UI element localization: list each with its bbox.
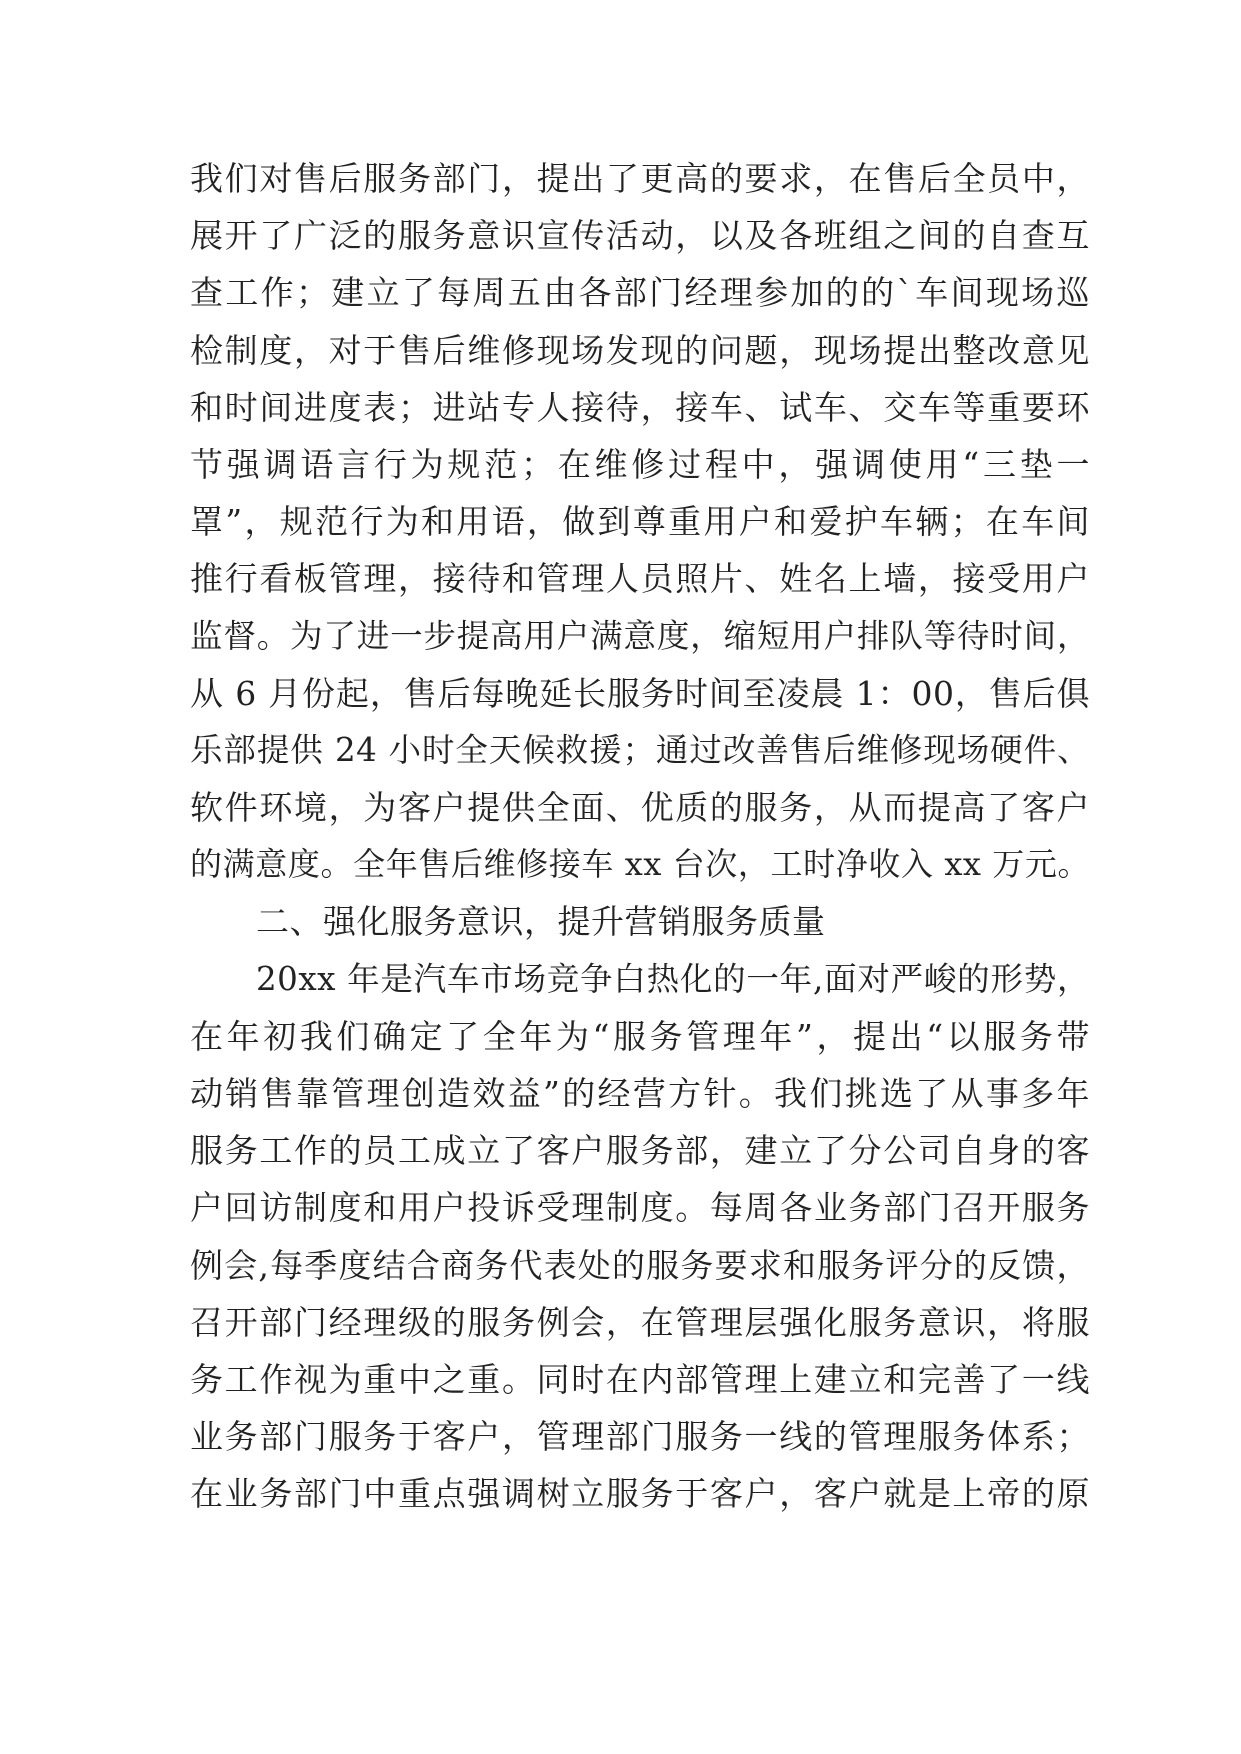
text-line: 例会,每季度结合商务代表处的服务要求和服务评分的反馈， <box>190 1245 1090 1285</box>
text-line: 业务部门服务于客户，管理部门服务一线的管理服务体系； <box>190 1417 1090 1457</box>
text-line: 的满意度。全年售后维修接车 xx 台次，工时净收入 xx 万元。 <box>190 845 1090 884</box>
section-heading: 二、强化服务意识，提升营销服务质量 <box>256 902 826 942</box>
text-line: 户回访制度和用户投诉受理制度。每周各业务部门召开服务 <box>190 1188 1090 1228</box>
text-line: 我们对售后服务部门，提出了更高的要求，在售后全员中， <box>190 159 1090 198</box>
text-line: 推行看板管理，接待和管理人员照片、姓名上墙，接受用户 <box>190 559 1090 599</box>
text-line: 召开部门经理级的服务例会，在管理层强化服务意识，将服 <box>190 1302 1090 1342</box>
text-line: 务工作视为重中之重。同时在内部管理上建立和完善了一线 <box>190 1359 1090 1399</box>
text-line: 在业务部门中重点强调树立服务于客户，客户就是上帝的原 <box>190 1474 1090 1514</box>
text-line: 和时间进度表；进站专人接待，接车、试车、交车等重要环 <box>190 387 1090 427</box>
text-line: 罩”，规范行为和用语，做到尊重用户和爱护车辆；在车间 <box>190 502 1090 542</box>
text-line: 从 6 月份起，售后每晚延长服务时间至凌晨 1：00，售后俱 <box>190 673 1090 713</box>
text-line: 节强调语言行为规范；在维修过程中，强调使用“三垫一 <box>190 444 1090 484</box>
text-line: 乐部提供 24 小时全天候救援；通过改善售后维修现场硬件、 <box>190 730 1090 769</box>
text-line: 查工作；建立了每周五由各部门经理参加的的`车间现场巡 <box>190 273 1090 313</box>
text-line: 服务工作的员工成立了客户服务部，建立了分公司自身的客 <box>190 1131 1090 1171</box>
text-line: 监督。为了进一步提高用户满意度，缩短用户排队等待时间， <box>190 616 1090 655</box>
text-line: 20xx 年是汽车市场竞争白热化的一年,面对严峻的形势， <box>256 959 1090 998</box>
text-line: 展开了广泛的服务意识宣传活动，以及各班组之间的自查互 <box>190 216 1090 256</box>
text-line: 软件环境，为客户提供全面、优质的服务，从而提高了客户 <box>190 788 1090 828</box>
text-line: 动销售靠管理创造效益”的经营方针。我们挑选了从事多年 <box>190 1074 1090 1113</box>
text-line: 检制度，对于售后维修现场发现的问题，现场提出整改意见 <box>190 330 1090 370</box>
text-line: 在年初我们确定了全年为“服务管理年”，提出“以服务带 <box>190 1016 1090 1056</box>
body-text <box>190 150 1090 1523</box>
